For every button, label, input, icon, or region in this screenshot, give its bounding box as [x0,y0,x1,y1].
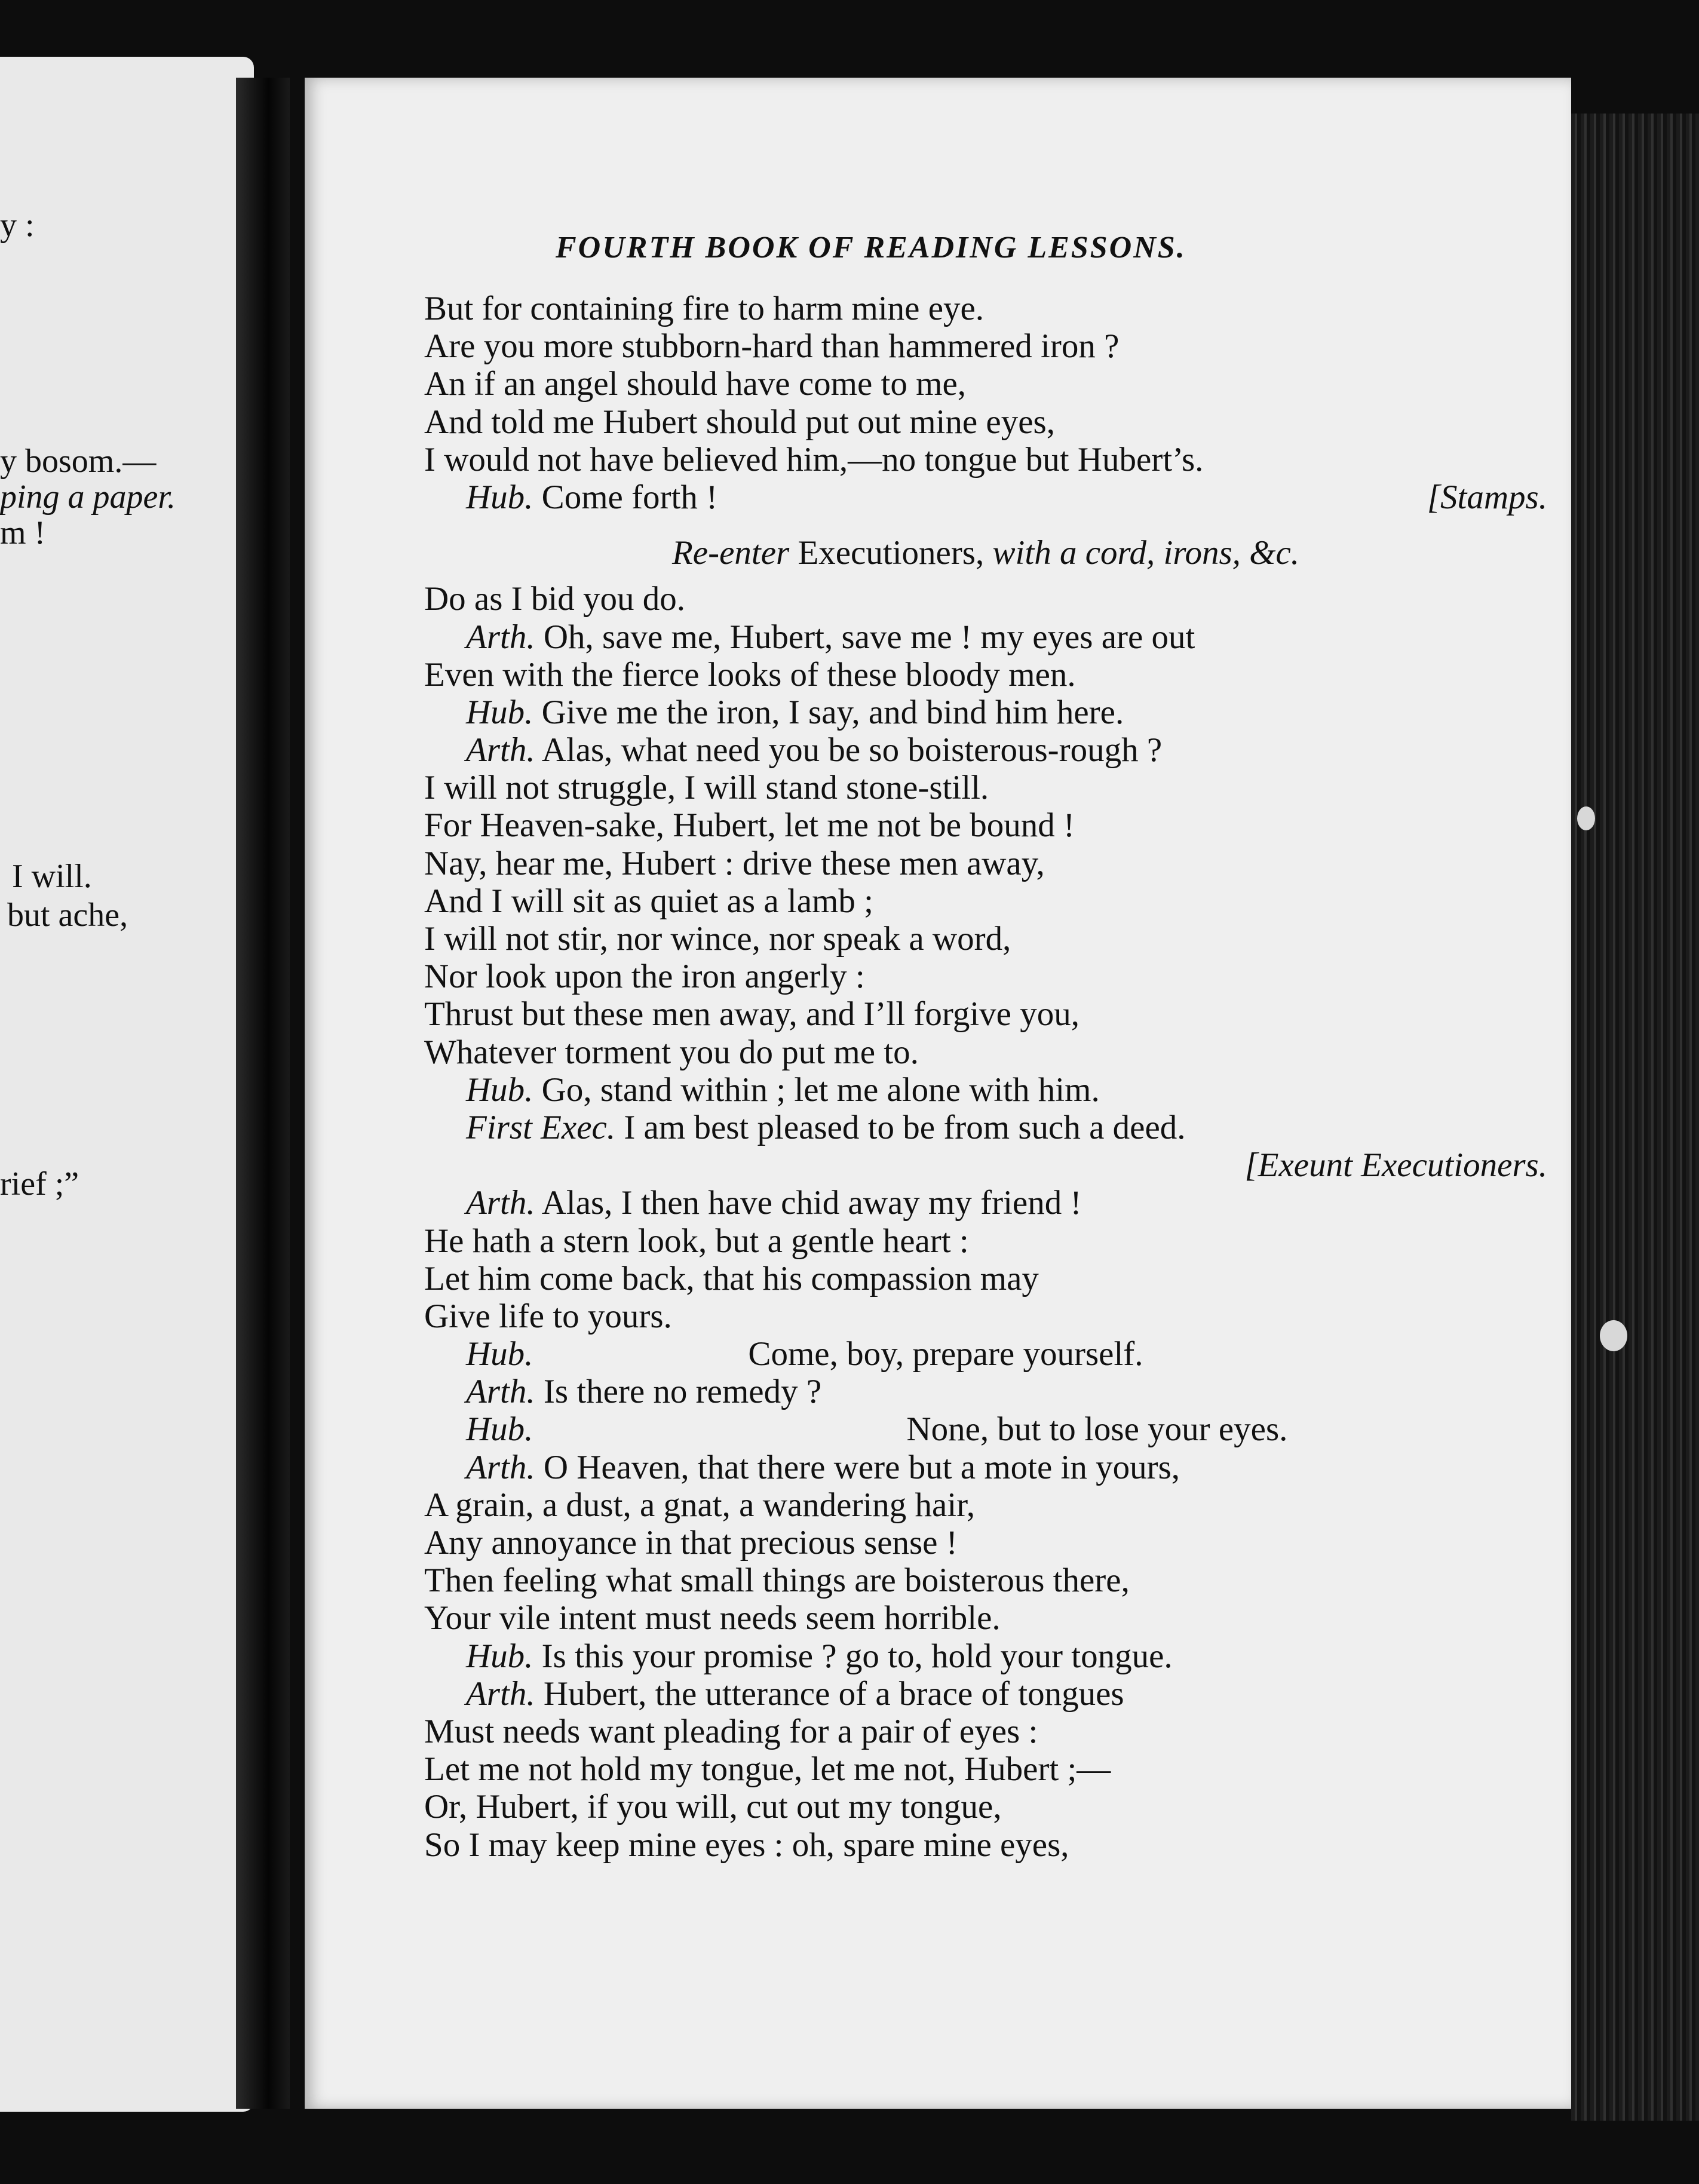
verse-line [424,1599,1547,1637]
line-text: Come forth ! [541,478,718,516]
left-page-fragment: ping a paper. [0,478,176,516]
verse-line [424,882,1547,920]
verse-line [424,1486,1547,1524]
stage-direction: [Exeunt Executioners. [1244,1146,1547,1185]
left-page [0,57,254,2112]
verse-line [424,845,1547,882]
line-text: I will not struggle, I will stand stone-still. [424,769,989,807]
line-text: Come, boy, prepare yourself. [748,1335,1143,1373]
book-page [305,78,1571,2109]
verse-line [424,694,1547,731]
verse-line [424,403,1547,441]
left-page-fragment: rief ;” [0,1165,79,1203]
speaker-name: Hub. [466,478,533,516]
line-text: A grain, a dust, a gnat, a wandering hair, [424,1486,976,1524]
verse-line [424,441,1547,478]
speaker-name: First Exec. [466,1108,616,1146]
line-text: Alas, what need you be so boisterous-rough ? [541,731,1163,769]
line-text: Is there no remedy ? [543,1373,822,1411]
verse-line [424,1637,1547,1675]
running-title: FOURTH BOOK OF READING LESSONS. [556,231,1186,265]
speaker-name: Arth. [466,618,535,656]
line-text: For Heaven-sake, Hubert, let me not be bound ! [424,806,1075,845]
book-gutter [236,78,290,2109]
verse-line [424,806,1547,844]
line-text: Whatever torment you do put me to. [424,1033,919,1071]
verse-line [424,580,1547,618]
line-text: Is this your promise ? go to, hold your tongue. [541,1637,1173,1675]
line-text: I am best pleased to be from such a deed. [624,1108,1186,1146]
line-text: Thrust but these men away, and I’ll forgive you, [424,995,1079,1033]
stage-direction-part: Executioners, [789,534,993,572]
verse-line [424,1449,1547,1486]
verse-line [424,618,1547,656]
line-text: Do as I bid you do. [424,580,685,618]
verse-line [424,1713,1547,1750]
speaker-name: Hub. [466,1637,533,1675]
verse-line [424,1297,1547,1335]
verse-line [424,478,1547,516]
line-text: But for containing fire to harm mine eye. [424,290,985,327]
line-text: Let me not hold my tongue, let me not, Hubert ;— [424,1750,1111,1789]
verse-line [424,1146,1547,1184]
verse-line [424,1373,1547,1410]
verse-line [424,656,1547,694]
line-text: Nor look upon the iron angerly : [424,958,865,996]
line-text: And told me Hubert should put out mine eyes, [424,403,1055,441]
verse-line [424,327,1547,365]
verse-line [424,1184,1547,1222]
left-page-fragment: y : [0,207,35,244]
line-text: I will not stir, nor wince, nor speak a word, [424,920,1011,958]
verse-line [424,1222,1547,1260]
left-page-fragment: m ! [0,514,46,551]
verse-line [424,731,1547,769]
verse-line [424,769,1547,806]
line-text: None, but to lose your eyes. [906,1410,1288,1449]
line-text: I would not have believed him,—no tongue but Hubert’s. [424,440,1204,478]
line-text: Oh, save me, Hubert, save me ! my eyes are out [543,618,1195,656]
verse-line [424,958,1547,995]
line-text: Let him come back, that his compassion may [424,1259,1039,1297]
line-text: And I will sit as quiet as a lamb ; [424,882,873,920]
verse-line [424,1675,1547,1713]
verse-line [424,1562,1547,1599]
book-edge [1571,114,1699,2121]
verse-line [424,1260,1547,1297]
speaker-name: Arth. [466,731,535,769]
verse-line [424,920,1547,958]
left-page-fragment: but ache, [7,897,128,934]
stage-direction-part: Re-enter [671,534,790,572]
edge-blemish [1577,806,1595,830]
stage-direction [424,534,1547,572]
line-text: Must needs want pleading for a pair of eyes : [424,1712,1038,1750]
line-text: Give me the iron, I say, and bind him here. [541,693,1124,731]
verse-line [424,995,1547,1033]
line-text: An if an angel should have come to me, [424,365,966,403]
line-text: O Heaven, that there were but a mote in yours, [543,1448,1180,1486]
line-text: Your vile intent must needs seem horrible. [424,1599,1001,1637]
edge-blemish [1600,1320,1627,1351]
play-text [424,290,1547,1864]
line-text: Are you more stubborn-hard than hammered iron ? [424,327,1120,366]
verse-line [424,1788,1547,1826]
left-page-fragment: y bosom.— [0,443,157,480]
line-text: So I may keep mine eyes : oh, spare mine eyes, [424,1826,1069,1864]
line-text: He hath a stern look, but a gentle heart : [424,1222,969,1260]
verse-line [424,1750,1547,1788]
stage-direction: [Stamps. [1427,478,1547,516]
speaker-name: Hub. [466,693,533,731]
verse-line [424,1826,1547,1864]
verse-line [424,365,1547,403]
line-text: Any annoyance in that precious sense ! [424,1524,958,1562]
line-text: Or, Hubert, if you will, cut out my tongue, [424,1788,1002,1826]
line-text: Nay, hear me, Hubert : drive these men away, [424,844,1045,882]
line-text: Hubert, the utterance of a brace of tongues [543,1674,1124,1713]
speaker-name: Hub. [466,1410,533,1449]
speaker-name: Hub. [466,1070,533,1109]
line-text: Even with the fierce looks of these bloody men. [424,655,1076,694]
verse-line [424,1524,1547,1562]
line-text: Give life to yours. [424,1297,672,1335]
verse-line [424,290,1547,327]
verse-line [424,1071,1547,1109]
verse-line [424,1410,1547,1448]
speaker-name: Hub. [466,1335,533,1373]
speaker-name: Arth. [466,1674,535,1713]
verse-line [424,1109,1547,1146]
verse-line [424,1033,1547,1071]
speaker-name: Arth. [466,1184,535,1222]
verse-line [424,1335,1547,1373]
speaker-name: Arth. [466,1373,535,1411]
page-header [556,230,1691,278]
line-text: Then feeling what small things are boisterous there, [424,1562,1130,1600]
line-text: Alas, I then have chid away my friend ! [541,1184,1082,1222]
left-page-fragment: I will. [12,858,92,895]
speaker-name: Arth. [466,1448,535,1486]
line-text: Go, stand within ; let me alone with him. [541,1070,1100,1109]
stage-direction-part: with a cord, irons, &c. [992,534,1300,572]
